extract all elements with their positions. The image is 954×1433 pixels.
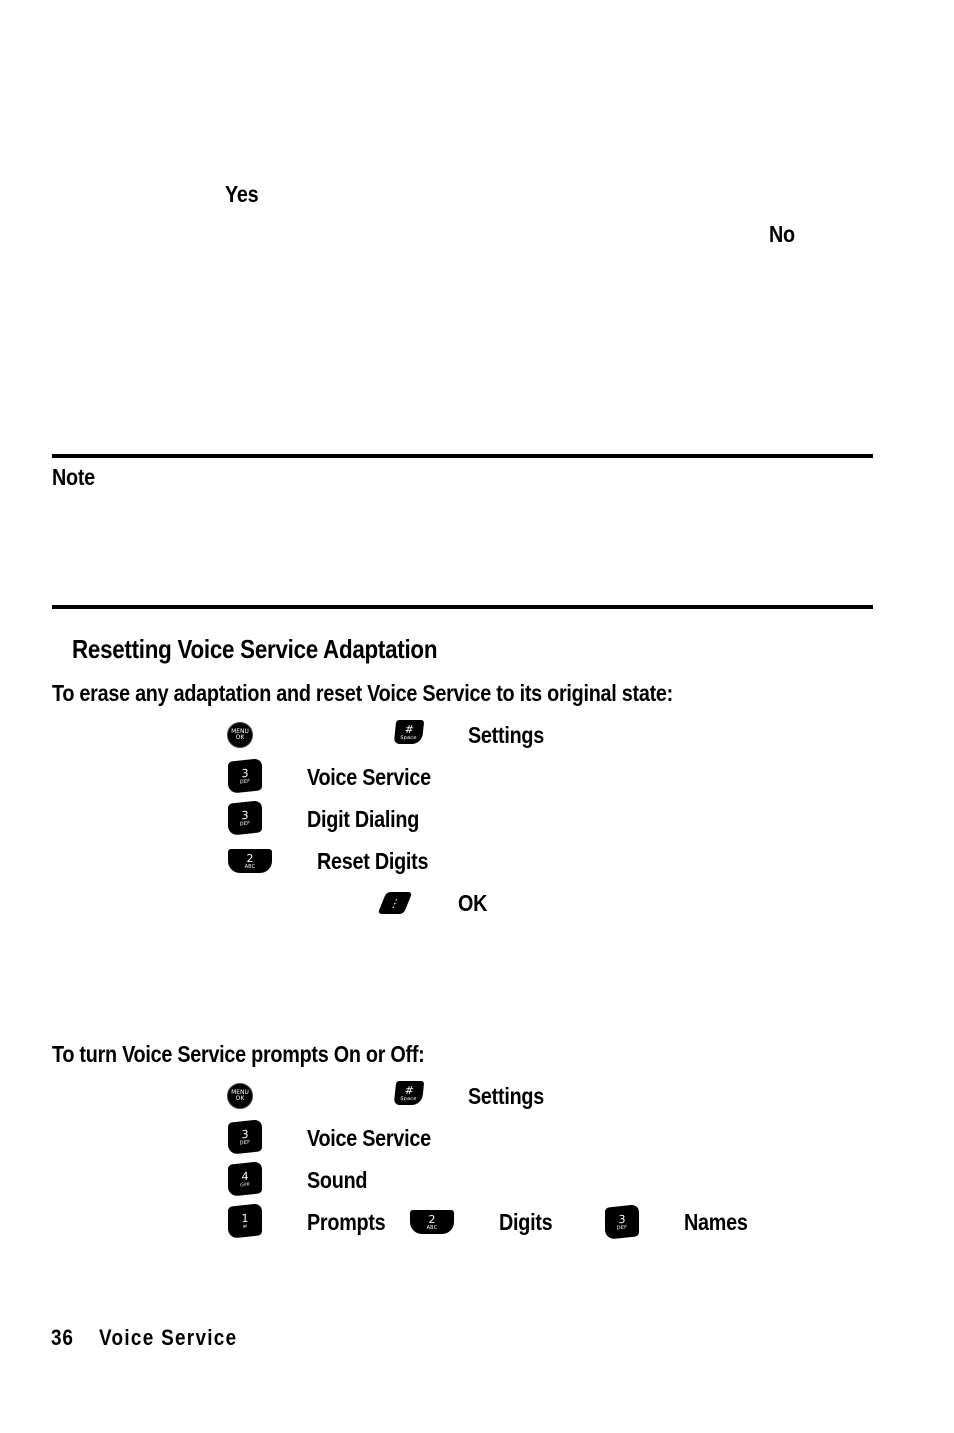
no-label: No bbox=[769, 221, 795, 247]
step-sound: Sound bbox=[307, 1167, 368, 1193]
note-top-rule bbox=[52, 454, 873, 458]
menu-ok-key-icon: MENU OK bbox=[227, 722, 253, 748]
reset-intro: To erase any adaptation and reset Voice Service to its original state: bbox=[52, 680, 673, 706]
menu-ok-key-icon: MENU OK bbox=[227, 1083, 253, 1109]
key-2-icon: 2 ABC bbox=[228, 849, 272, 873]
step-digits: Digits bbox=[499, 1209, 553, 1235]
yes-label: Yes bbox=[225, 181, 259, 207]
key-3-icon: 3 DEF bbox=[228, 758, 262, 794]
softkey-icon: ⋮ bbox=[378, 892, 413, 914]
key-3-icon: 3 DEF bbox=[228, 1119, 262, 1155]
key-3-icon: 3 DEF bbox=[228, 800, 262, 836]
step-names: Names bbox=[684, 1209, 748, 1235]
page-number: 36 bbox=[51, 1325, 74, 1350]
hash-key-icon: # Space bbox=[394, 1081, 425, 1105]
step-voice-service: Voice Service bbox=[307, 1125, 431, 1151]
hash-key-icon: # Space bbox=[394, 720, 425, 744]
prompts-intro: To turn Voice Service prompts On or Off: bbox=[52, 1041, 425, 1067]
footer-section: Voice Service bbox=[99, 1325, 238, 1350]
key-4-icon: 4 GHI bbox=[228, 1161, 262, 1197]
key-1-icon: 1 ✉ bbox=[228, 1203, 262, 1239]
key-3-icon: 3 DEF bbox=[605, 1204, 639, 1240]
step-prompts: Prompts bbox=[307, 1209, 386, 1235]
note-label: Note bbox=[52, 464, 95, 490]
step-reset-digits: Reset Digits bbox=[317, 848, 429, 874]
key-2-icon: 2 ABC bbox=[410, 1210, 454, 1234]
step-settings: Settings bbox=[468, 1083, 544, 1109]
section-heading: Resetting Voice Service Adaptation bbox=[72, 634, 438, 664]
step-settings: Settings bbox=[468, 722, 544, 748]
step-ok: OK bbox=[458, 890, 488, 916]
step-voice-service: Voice Service bbox=[307, 764, 431, 790]
step-digit-dialing: Digit Dialing bbox=[307, 806, 420, 832]
note-bottom-rule bbox=[52, 605, 873, 609]
